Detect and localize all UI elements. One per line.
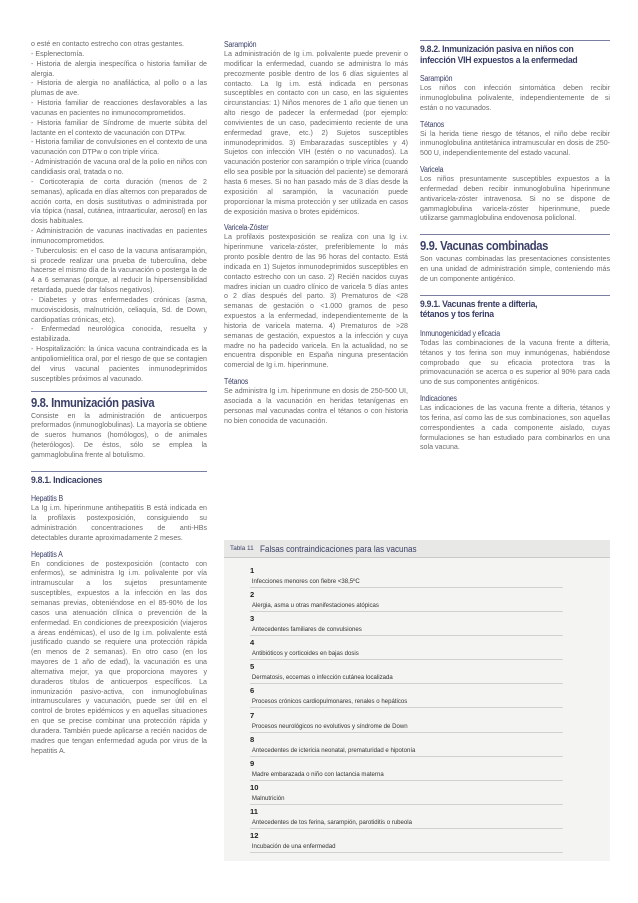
table-body: [250, 565, 590, 854]
list-item: - Historia familiar de Síndrome de muerte súbita del lactante en el contexto de vacunación con DTPw.: [31, 118, 207, 137]
row-number: 4: [250, 638, 255, 648]
row-text: Procesos neurológicos no evolutivos y síndrome de Down: [250, 721, 563, 733]
list-item: - Tuberculosis: en el caso de la vacuna antisarampión, si procede realizar una prueba de tuberculina, debe hacerse el mismo día de la vacunación o posterga la de 4 a 6 semanas (porque, al reducir la hipersensibilidad retardada, puede dar falsos negativos).: [31, 246, 207, 295]
table-label: Tabla 11: [230, 545, 254, 552]
table-header: [224, 540, 610, 558]
table-row: [250, 589, 590, 613]
subheading-varicela-zoster: Varicela-Zóster: [224, 223, 269, 233]
row-number: 12: [250, 831, 259, 841]
row-number: 6: [250, 686, 255, 696]
column-middle: [224, 40, 408, 427]
table-row: [250, 685, 590, 709]
column-left: [31, 40, 207, 757]
list-item: - Administración de vacunas inactivadas en pacientes inmunocomprometidos.: [31, 227, 207, 245]
row-text: Alergia, asma u otras manifestaciones atópicas: [250, 600, 563, 612]
list-item: - Historia de alergia inespecífica o historia familiar de alergia.: [31, 59, 207, 78]
paragraph-tetanos: Se administra Ig i.m. hiperinmune en dosis de 250-500 UI, asociada a la vacunación en heridas tetanígenas en personas mal vacunadas contra el tétanos o con historia no bien conocida de vacunación.: [224, 387, 408, 425]
paragraph-hepatitis-a: En condiciones de postexposición (contacto con enfermos), se administra Ig i.m. polivalente por vía intramuscular a los sujetos presuntamente susceptibles, expuestos a la infección en las dos semanas previas, obteniéndose en el 85-90% de los casos una atenuación clínica o prevención de la enfermedad. En condiciones de preexposición (viajeros a áreas endémicas), el uso de Ig i.m. polivalente está justificado cuando se requiere una protección rápida (en menos de 2 semanas). En otro caso (en los mayores de 1 año de edad), la vacunación es una alternativa mejor, ya que proporciona mayores y duraderos títulos de anticuerpos específicos. La inmunización pasivo-activa, con inmunoglobulinas intramusculares y vacunación, puede ser útil en el control de brotes epidémicos y en aquellas situaciones en que se precise combinar una protección rápida y duradera. También puede aplicarse a recién nacidos de madres que tengan enfermedad aguda por virus de la hepatitis A.: [31, 559, 207, 755]
subheading-sarampion: Sarampión: [420, 74, 453, 83]
section-rule: [31, 471, 207, 472]
row-text: Madre embarazada o niño con lactancia materna: [250, 769, 563, 781]
row-text: Antecedentes de ictericia neonatal, prematuridad e hipotonía: [250, 745, 563, 757]
section-heading-9-9: 9.9. Vacunas combinadas: [420, 239, 549, 254]
subheading-hepatitis-a: Hepatitis A: [31, 549, 63, 559]
table-row: [250, 806, 590, 830]
row-number: 7: [250, 710, 255, 720]
table-row: [250, 782, 590, 806]
paragraph-sarampion: La administración de Ig i.m. polivalente puede prevenir o modificar la enfermedad, cuando se administra lo más precozmente posible dentro de los 6 días siguientes al contacto. La Ig i.m. está indicada en personas susceptibles en contacto con un caso, en las siguientes circunstancias: 1) Niños menores de 1 año que tienen un alto riesgo de padecer la enfermedad (por ejemplo: convivientes de un caso, padecimiento reciente de una enfermedad grave, etc.) 2) Sujetos susceptibles inmunodeprimidos. 3) Embarazadas susceptibles y 4) Sujetos con infección VIH (estén o no vacunados). La vacunación posterior con sarampión o triple vírica (cuando ello sea posible por la situación del paciente) se demorará hasta 6 meses. Si no han pasado más de 3 días desde la exposición al sarampión, la vacunación puede proporcionar la misma protección y ser utilizada en casos de exposición masiva o brotes epidémicos.: [224, 50, 408, 216]
list-item: - Esplenectomía.: [31, 49, 85, 58]
row-number: 5: [250, 662, 255, 672]
list-item: o esté en contacto estrecho con otras gestantes.: [31, 40, 185, 48]
list-item: - Administración de vacuna oral de la polio en niños con candidiasis oral, tratada o no.: [31, 158, 207, 176]
section-heading-9-8: 9.8. Inmunización pasiva: [31, 395, 155, 410]
list-item: - Corticoterapia de corta duración (menos de 2 semanas), aplicada en días alternos con preparados de acción corta, en dosis sustitutivas o administrada por vía tópica (nasal, cutánea, intraarticular, aerosol) en las dosis habituales.: [31, 177, 207, 226]
paragraph-tetanos-vih: Si la herida tiene riesgo de tétanos, el niño debe recibir inmunoglobulina antitetánica intramuscular en dosis de 250-500 U, independientemente del estado vacunal.: [420, 129, 610, 158]
paragraph-varicela-zoster: La profilaxis postexposición se realiza con una Ig i.v. hiperinmune varicela-zóster, preferiblemente lo más pronto posible dentro de las 96 horas del contacto. Está indicada en 1) Sujetos inmunodeprimidos susceptibles en contacto estrecho con un caso. 2) Recién nacidos cuyas madres inician un cuadro clínico de varicela 5 días antes o 2 días después del parto. 3) Prematuros de <28 semanas de gestación o <1.000 gramos de peso expuestos a la enfermedad, independientemente de la historia de varicela materna. 4) Prematuros de >28 semanas de gestación, expuestos a la infección y cuya madre no ha padecido varicela. En la actualidad, no se encuentra disponible en España ninguna presentación comercial de Ig i.m. hiperinmune.: [224, 233, 408, 370]
paragraph-immunogenicity: Todas las combinaciones de la vacuna frente a difteria, tétanos y tos ferina son muy inmunógenas, habiéndose comprobado que su eficacia protectora tras la primovacunación se acerca o es superior al 90% para cada uno de sus componentes antigénicos.: [420, 338, 610, 387]
false-contraindications-list: [31, 40, 207, 385]
row-text: Infecciones menores con fiebre <38,5ºC: [250, 576, 563, 588]
section-rule: [420, 295, 610, 296]
row-number: 8: [250, 734, 255, 744]
table-row: [250, 734, 590, 758]
row-text: Procesos crónicos cardiopulmonares, renales o hepáticos: [250, 696, 563, 708]
table-false-contraindications: [224, 540, 610, 861]
list-item: - Hospitalización: la única vacuna contraindicada es la antipoliomielítica oral, por el riesgo de que se contagien del virus vacunal pacientes inmunodeprimidos susceptibles próximos al vacunado.: [31, 345, 207, 383]
subheading-immunogenicity: Inmunogenicidad y eficacia: [420, 328, 500, 338]
section-heading-9-9-1: 9.9.1. Vacunas frente a difteria, tétanos y tos ferina: [420, 298, 538, 321]
paragraph-varicela-vih: Los niños presuntamente susceptibles expuestos a la enfermedad deben recibir inmunoglobulina hiperinmune antivaricela-zóster intravenosa. Si no se dispone de gammaglobulina varicela-zóster hiperinmune, puede utilizarse gammaglobulina endovenosa policlonal.: [420, 175, 610, 223]
section-rule: [420, 40, 610, 41]
table-title: Falsas contraindicaciones para las vacunas: [259, 543, 417, 554]
subheading-indications: Indicaciones: [420, 394, 457, 404]
list-item: - Enfermedad neurológica conocida, resuelta y estabilizada.: [31, 325, 207, 344]
column-right: [420, 40, 610, 453]
subheading-varicela: Varicela: [420, 165, 444, 175]
table-row: [250, 661, 590, 685]
row-text: Dermatosis, eccemas o infección cutánea localizada: [250, 672, 563, 684]
table-row: [250, 710, 590, 734]
paragraph-combined-vaccines: Son vacunas combinadas las presentaciones consistentes en una unidad de administración simple, conteniendo más de un componente antigénico.: [420, 255, 610, 283]
row-text: Antibióticos y corticoides en bajas dosis: [250, 648, 563, 660]
list-item: - Historia familiar de convulsiones en el contexto de una vacunación con DTPw o con triple vírica.: [31, 138, 207, 157]
row-number: 1: [250, 566, 255, 575]
list-item: - Historia de alergia no anafiláctica, al pollo o a las plumas de ave.: [31, 79, 207, 98]
section-heading-9-8-2: 9.8.2. Inmunización pasiva en niños con infección VIH expuestos a la enfermedad: [420, 44, 578, 66]
table-row: [250, 830, 590, 854]
row-text: Malnutrición: [250, 793, 563, 805]
subheading-sarampion: Sarampión: [224, 40, 257, 49]
section-heading-9-8-1: 9.8.1. Indicaciones: [31, 474, 103, 486]
section-rule: [420, 234, 610, 235]
subheading-tetanos: Tétanos: [420, 119, 445, 129]
row-number: 11: [250, 806, 259, 816]
paragraph-hepatitis-b: La Ig i.m. hiperinmune antihepatitis B está indicada en la profilaxis postexposición, consiguiendo su administración concentraciones de anti-HBs detectables durante aproximadamente 2 meses.: [31, 504, 207, 542]
list-item: - Diabetes y otras enfermedades crónicas (asma, mucoviscidosis, malnutrición, celiaquía, Sd. de Down, cardiopatías crónicas, etc).: [31, 295, 207, 324]
row-number: 3: [250, 614, 255, 624]
section-rule: [31, 391, 207, 392]
row-text: Antecedentes familiares de convulsiones: [250, 624, 563, 636]
table-row: [250, 613, 590, 637]
table-row: [250, 565, 590, 589]
subheading-hepatitis-b: Hepatitis B: [31, 494, 63, 504]
row-text: Incubación de una enfermedad: [250, 841, 563, 853]
paragraph-passive-immunization: Consiste en la administración de anticuerpos preformados (inmunoglobulinas). La mayoría se obtiene de sueros humanos (homólogos), o de animales (heterólogos). De éstos, sólo se emplea la gammaglobulina frente al botulismo.: [31, 411, 207, 459]
table-row: [250, 758, 590, 782]
paragraph-indications: Las indicaciones de las vacuna frente a difteria, tétanos y tos ferina, así como las de sus combinaciones, son aquellas correspondientes a cada componente aislado, cuyas formulaciones se han estudiado para combinarlos en una sola vacuna.: [420, 404, 610, 452]
row-number: 10: [250, 782, 259, 792]
paragraph-sarampion-vih: Los niños con infección sintomática deben recibir inmunoglobulina polivalente, independientemente de si están o no vacunados.: [420, 84, 610, 112]
subheading-tetanos: Tétanos: [224, 377, 249, 387]
row-text: Antecedentes de tos ferina, sarampión, parotiditis o rubeola: [250, 817, 563, 829]
table-row: [250, 637, 590, 661]
row-number: 2: [250, 590, 255, 600]
row-number: 9: [250, 758, 255, 768]
list-item: - Historia familiar de reacciones desfavorables a las vacunas en pacientes no inmunocomprometidos.: [31, 99, 207, 117]
